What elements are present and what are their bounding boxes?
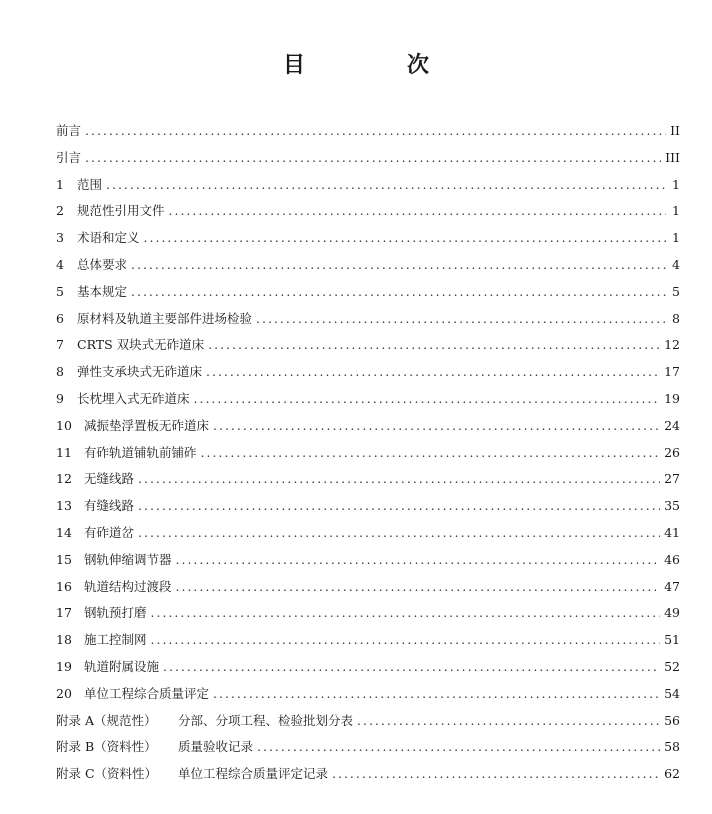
- toc-entry-label: 长枕埋入式无砟道床: [77, 390, 190, 406]
- toc-entry-number: 3: [56, 230, 64, 246]
- toc-entry-page-number: 19: [664, 390, 680, 406]
- toc-entry-number: 15: [56, 551, 72, 567]
- toc-entry-page-number: 24: [664, 417, 680, 433]
- toc-entry[interactable]: [56, 279, 680, 306]
- toc-entry-page-number: 1: [672, 203, 680, 219]
- toc-leader-dots: [208, 332, 660, 359]
- toc-entry-label: 钢轨预打磨: [84, 605, 147, 621]
- toc-entry-label: 轨道结构过渡段: [84, 578, 172, 594]
- toc-entry-page-number: 41: [664, 524, 680, 540]
- toc-leader-dots: [106, 172, 666, 199]
- toc-leader-dots: [256, 306, 666, 333]
- toc-entry[interactable]: [56, 359, 680, 386]
- toc-entry[interactable]: [56, 761, 680, 788]
- toc-leader-dots: [151, 627, 661, 654]
- toc-entry-page-number: 17: [664, 364, 680, 380]
- toc-entry-label: 钢轨伸缩调节器: [84, 551, 172, 567]
- toc-entry[interactable]: [56, 600, 680, 627]
- toc-entry[interactable]: [56, 306, 680, 333]
- toc-leader-dots: [257, 734, 660, 761]
- toc-entry[interactable]: [56, 198, 680, 225]
- toc-entry-page-number: II: [670, 123, 680, 138]
- toc-entry-page-number: 12: [664, 337, 680, 353]
- toc-entry[interactable]: [56, 332, 680, 359]
- toc-entry-number: 20: [56, 685, 72, 701]
- toc-leader-dots: [213, 413, 660, 440]
- toc-entry-label: CRTS 双块式无砟道床: [77, 337, 205, 353]
- toc-entry[interactable]: [56, 466, 680, 493]
- toc-entry[interactable]: [56, 520, 680, 547]
- toc-entry-appendix-prefix: 附录 A（规范性）: [56, 712, 157, 728]
- toc-entry-number: 11: [56, 444, 72, 460]
- toc-entry-label: 弹性支承块式无砟道床: [77, 364, 203, 380]
- toc-entry-page-number: 56: [664, 712, 680, 728]
- toc-entry-number: 6: [56, 310, 64, 326]
- toc-entry-number: 10: [56, 417, 72, 433]
- toc-entry-page-number: 46: [664, 551, 680, 567]
- toc-entry-number: 1: [56, 176, 64, 192]
- toc-leader-dots: [151, 600, 661, 627]
- toc-entry-appendix-prefix: 附录 B（资料性）: [56, 739, 157, 755]
- toc-leader-dots: [131, 252, 666, 279]
- toc-entry-label: 引言: [56, 149, 82, 165]
- toc-entry-number: 2: [56, 203, 64, 219]
- toc-entry-label: 轨道附属设施: [84, 658, 160, 674]
- toc-entry-label: 有砟轨道铺轨前铺砟: [84, 444, 197, 460]
- toc-leader-dots: [357, 708, 660, 735]
- toc-leader-dots: [176, 547, 661, 574]
- toc-leader-dots: [332, 761, 660, 788]
- toc-entry-number: 9: [56, 390, 64, 406]
- toc-entry[interactable]: [56, 681, 680, 708]
- toc-entry-page-number: 4: [672, 256, 680, 272]
- toc-entry-label: 单位工程综合质量评定记录: [178, 766, 329, 782]
- toc-entry-page-number: 1: [672, 176, 680, 192]
- toc-entry-label: 质量验收记录: [178, 739, 254, 755]
- toc-entry-label: 范围: [77, 176, 103, 192]
- toc-leader-dots: [176, 574, 661, 601]
- toc-entry-page-number: 1: [672, 230, 680, 246]
- toc-entry[interactable]: [56, 252, 680, 279]
- toc-entry-label: 原材料及轨道主要部件进场检验: [77, 310, 253, 326]
- toc-leader-dots: [201, 440, 661, 467]
- toc-entry-page-number: 35: [664, 498, 680, 514]
- toc-entry[interactable]: [56, 654, 680, 681]
- toc-entry-number: 12: [56, 471, 72, 487]
- toc-entry-label: 基本规定: [77, 283, 128, 299]
- toc-entry-page-number: 47: [664, 578, 680, 594]
- toc-entry-page-number: 8: [672, 310, 680, 326]
- toc-entry[interactable]: [56, 145, 680, 172]
- toc-leader-dots: [144, 225, 666, 252]
- toc-leader-dots: [85, 145, 661, 172]
- toc-entry-page-number: 49: [664, 605, 680, 621]
- toc-entry-number: 14: [56, 524, 72, 540]
- toc-entry-page-number: 54: [664, 685, 680, 701]
- toc-entry-label: 术语和定义: [77, 230, 140, 246]
- toc-entry-number: 4: [56, 256, 64, 272]
- toc-entry[interactable]: [56, 574, 680, 601]
- toc-entry[interactable]: [56, 225, 680, 252]
- toc-entry[interactable]: [56, 734, 680, 761]
- toc-entry-label: 有砟道岔: [84, 524, 135, 540]
- toc-leader-dots: [163, 654, 660, 681]
- toc-entry-label: 分部、分项工程、检验批划分表: [178, 712, 354, 728]
- toc-entry-appendix-prefix: 附录 C（资料性）: [56, 766, 158, 782]
- toc-entry[interactable]: [56, 118, 680, 145]
- toc-leader-dots: [138, 520, 660, 547]
- toc-entry-label: 无缝线路: [84, 471, 135, 487]
- toc-entry-label: 施工控制网: [84, 632, 147, 648]
- toc-entry[interactable]: [56, 627, 680, 654]
- toc-entry[interactable]: [56, 493, 680, 520]
- toc-leader-dots: [138, 493, 660, 520]
- toc-entry-number: 18: [56, 632, 72, 648]
- page-title: 目 次: [282, 52, 469, 78]
- toc-entry-number: 8: [56, 364, 64, 380]
- toc-entry-page-number: 58: [664, 739, 680, 755]
- toc-leader-dots: [194, 386, 661, 413]
- toc-entry-page-number: 52: [664, 658, 680, 674]
- toc-entry-number: 19: [56, 658, 72, 674]
- toc-leader-dots: [138, 466, 660, 493]
- toc-entry-page-number: 51: [664, 632, 680, 648]
- toc-entry-number: 17: [56, 605, 72, 621]
- toc-leader-dots: [213, 681, 660, 708]
- toc-leader-dots: [206, 359, 660, 386]
- toc-entry-number: 13: [56, 498, 72, 514]
- toc-leader-dots: [131, 279, 666, 306]
- toc-leader-dots: [169, 198, 666, 225]
- toc-entry[interactable]: [56, 172, 680, 199]
- toc-entry-label: 单位工程综合质量评定: [84, 685, 210, 701]
- toc-entry[interactable]: [56, 413, 680, 440]
- toc-entry-page-number: 27: [664, 471, 680, 487]
- toc-entry[interactable]: [56, 547, 680, 574]
- toc-entry-page-number: 26: [664, 444, 680, 460]
- toc-entry-label: 减振垫浮置板无砟道床: [84, 417, 210, 433]
- toc-entry-label: 规范性引用文件: [77, 203, 165, 219]
- toc-entry-page-number: III: [665, 149, 680, 165]
- toc-entry-label: 总体要求: [77, 256, 128, 272]
- toc-entry-label: 前言: [56, 123, 82, 138]
- toc-entry-number: 16: [56, 578, 72, 594]
- toc-entry-number: 7: [56, 337, 64, 353]
- toc-leader-dots: [85, 118, 666, 145]
- toc-entry-label: 有缝线路: [84, 498, 135, 514]
- toc-entry[interactable]: [56, 708, 680, 735]
- toc-entry-page-number: 5: [672, 283, 680, 299]
- toc-entry-page-number: 62: [664, 766, 680, 782]
- table-of-contents: [56, 118, 680, 788]
- toc-entry-number: 5: [56, 283, 64, 299]
- toc-entry[interactable]: [56, 440, 680, 467]
- toc-entry[interactable]: [56, 386, 680, 413]
